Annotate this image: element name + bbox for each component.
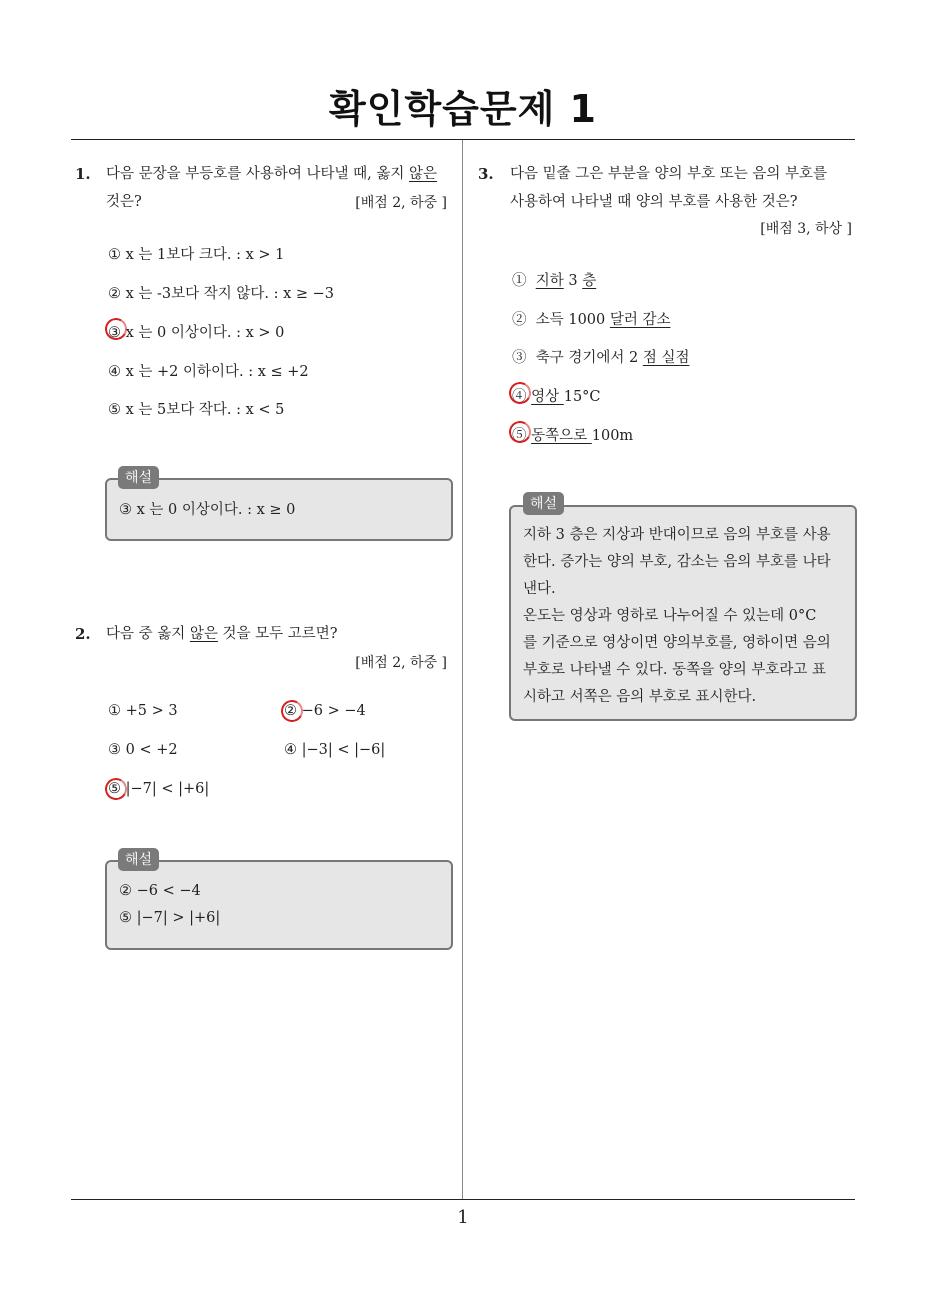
explanation-line: 시하고 서쪽은 음의 부호로 표시한다. <box>523 689 757 705</box>
question-number: 1. <box>75 165 91 183</box>
option-3[interactable]: ③ x 는 0 이상이다. : x > 0 <box>108 325 285 341</box>
explanation-line: 한다. 증가는 양의 부호, 감소는 음의 부호를 나타 <box>523 554 831 570</box>
explanation-label: 해설 <box>118 848 159 871</box>
score-meta: [배점 2, 하중 ] <box>355 195 447 211</box>
explanation-line: 를 기준으로 영상이면 양의부호를, 영하이면 음의 <box>523 635 831 651</box>
option-2[interactable]: ② 소득 1000 달러 감소 <box>512 312 671 328</box>
explanation-line: 온도는 영상과 영하로 나누어질 수 있는데 0°C <box>523 608 817 624</box>
explanation-line: 지하 3 층은 지상과 반대이므로 음의 부호를 사용 <box>523 527 831 543</box>
top-rule <box>71 139 855 140</box>
option-5[interactable]: ⑤ 동쪽으로 100m <box>512 428 634 444</box>
explanation-line: ⑤ |−7| > |+6| <box>119 910 221 926</box>
option-3[interactable]: ③ 축구 경기에서 2 점 실점 <box>512 350 690 366</box>
option-4[interactable]: ④ 영상 15°C <box>512 389 601 405</box>
option-2[interactable]: ② −6 > −4 <box>284 703 366 719</box>
option-5[interactable]: ⑤ x 는 5보다 작다. : x < 5 <box>108 402 285 418</box>
option-5[interactable]: ⑤ |−7| < |+6| <box>108 781 210 797</box>
score-meta: [배점 3, 하상 ] <box>760 221 852 237</box>
option-2[interactable]: ② x 는 -3보다 작지 않다. : x ≥ −3 <box>108 286 335 302</box>
question-number: 2. <box>75 625 91 643</box>
option-1[interactable]: ① 지하 3 층 <box>512 273 597 289</box>
question-number: 3. <box>478 165 494 183</box>
selected-mark-icon <box>103 776 130 803</box>
option-1[interactable]: ① +5 > 3 <box>108 703 178 719</box>
column-divider <box>462 140 463 1200</box>
explanation-box <box>509 505 857 721</box>
question-text: 다음 밑줄 그은 부분을 양의 부호 또는 음의 부호를 <box>510 166 828 182</box>
option-4[interactable]: ④ x 는 +2 이하이다. : x ≤ +2 <box>108 364 309 380</box>
question-text-line2: 사용하여 나타낼 때 양의 부호를 사용한 것은? <box>510 194 798 210</box>
selected-mark-icon <box>279 698 306 725</box>
page-title: 확인학습문제 1 <box>329 87 597 131</box>
explanation-line: 낸다. <box>523 581 556 597</box>
explanation-line: 부호로 나타낼 수 있다. 동쪽을 양의 부호라고 표 <box>523 662 827 678</box>
question-text: 다음 문장을 부등호를 사용하여 나타낼 때, 옳지 않은 <box>106 166 438 182</box>
option-3[interactable]: ③ 0 < +2 <box>108 742 178 758</box>
explanation-label: 해설 <box>523 492 564 515</box>
page-number: 1 <box>457 1207 469 1228</box>
option-1[interactable]: ① x 는 1보다 크다. : x > 1 <box>108 247 285 263</box>
question-text: 다음 중 옳지 않은 것을 모두 고르면? <box>106 626 338 642</box>
explanation-line: ② −6 < −4 <box>119 883 201 899</box>
score-meta: [배점 2, 하중 ] <box>355 655 447 671</box>
explanation-label: 해설 <box>118 466 159 489</box>
question-text-line2: 것은? <box>106 194 142 210</box>
explanation-line: ③ x 는 0 이상이다. : x ≥ 0 <box>119 502 296 518</box>
explanation-box <box>105 860 453 950</box>
bottom-rule <box>71 1199 855 1200</box>
option-4[interactable]: ④ |−3| < |−6| <box>284 742 386 758</box>
